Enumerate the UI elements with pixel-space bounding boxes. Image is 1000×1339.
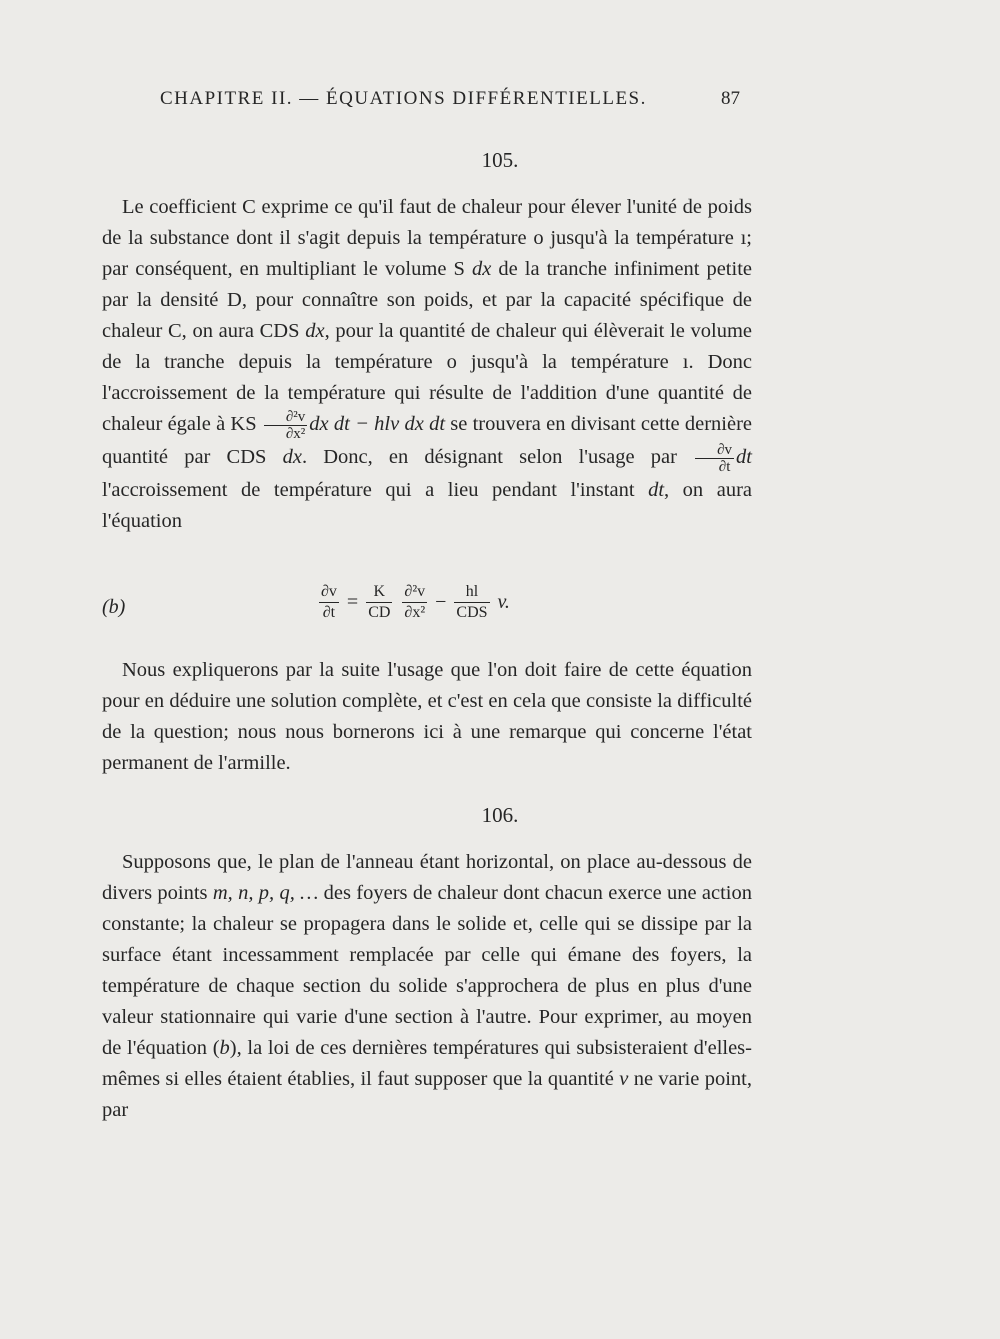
text-run: ), la loi de ces dernières températures qui subsisteraient d'elles-mêmes si elles étaient établies, il faut supposer que la quantité (102, 1037, 752, 1090)
math-dx: dx (305, 320, 325, 342)
fraction-denominator: CDS (456, 604, 488, 621)
fraction-denominator: ∂t (322, 604, 336, 621)
fraction-k-cd (366, 582, 392, 623)
text-run: l'accroissement de température qui a lieu pendant l'instant (102, 479, 649, 501)
math-points: m, n, p, q, … (212, 882, 319, 904)
text-run: ne varie point, par (102, 1068, 752, 1121)
fraction-numerator: ∂²v (402, 582, 427, 603)
paragraph-106-1 (102, 847, 752, 1126)
equation-body (317, 582, 510, 623)
math-dt: dt (648, 479, 665, 501)
fraction-dv-dt (695, 442, 734, 475)
equation-b (102, 582, 752, 632)
math-dx: dx (282, 446, 302, 469)
section-number-106: 106. (481, 803, 519, 827)
math-dt: dt (736, 446, 752, 469)
fraction-hl-cds (454, 582, 489, 623)
fraction-numerator: K (366, 582, 392, 603)
equation-label: (b) (102, 596, 126, 618)
text-run: . Donc, en désignant selon l'usage par (301, 446, 694, 469)
paragraph-text: Nous expliquerons par la suite l'usage que l'on doit faire de cette équation pour en déduire une solution complète, et c'est en cela que consiste la difficulté de la question; nous nous bornerons ici à une remarque qui concerne l'état permanent de l'armille. (102, 659, 752, 774)
math-ref: b (219, 1037, 230, 1059)
running-header (160, 88, 740, 110)
page-number: 87 (721, 88, 740, 109)
text-run: des foyers de chaleur dont chacun exerce une action constante; la chaleur se propagera dans le solide et, celle qui se dissipe par la surface étant incessamment remplacée par celle qui émane des foyers, la température de chaque section du solide s'approchera de plus en plus d'une valeur stationnaire qui varie d'une section à l'autre. Pour exprimer, au moyen de l'équation ( (102, 882, 752, 1059)
math-expression: dx dt − hlv dx dt (309, 413, 446, 436)
fraction-denominator: ∂x² (404, 604, 426, 621)
fraction-d2v-dx2 (264, 409, 307, 442)
fraction-numerator: ∂v (319, 582, 339, 603)
text-run: Le coefficient C exprime ce qu'il faut de chaleur pour élever l'unité de poids de la substance dont il s'agit depuis la température o jusqu'à la température ı; par conséquent, en multipliant le volume S (102, 196, 752, 280)
text-run: , pour la quantité de chaleur qui élèverait le volume de la tranche depuis la température o jusqu'à la température ı. Donc l'accroissement de la température qui résulte de l'addition d'une quantité de chaleur égale à KS (102, 320, 752, 436)
text-run: se trouvera en divisant cette dernière quantité par CDS (102, 413, 753, 469)
running-title: CHAPITRE II. — ÉQUATIONS DIFFÉRENTIELLES. (160, 88, 647, 109)
math-dx: dx (471, 258, 492, 280)
equals-sign: = (346, 591, 359, 613)
math-v: v (619, 1068, 629, 1090)
fraction-denominator: ∂x² (285, 426, 306, 442)
section-number-105: 105. (481, 148, 519, 172)
paragraph-105-2 (102, 655, 752, 779)
fraction-d2v-dx2 (402, 582, 427, 623)
paragraph-105-1 (102, 192, 752, 537)
fraction-numerator: ∂²v (264, 409, 307, 426)
paragraph-text (102, 847, 752, 1126)
fraction-denominator: CD (368, 604, 391, 621)
math-v: v. (497, 591, 510, 613)
text-run: de la tranche infiniment petite par la densité D, pour connaître son poids, et par la capacité spécifique de chaleur C, on aura CDS (102, 258, 752, 342)
fraction-denominator: ∂t (718, 459, 731, 475)
fraction-numerator: hl (454, 582, 489, 603)
paragraph-text (102, 192, 752, 537)
text-run: , on aura l'équation (102, 479, 752, 532)
fraction-dv-dt (319, 582, 339, 623)
text-run: Supposons que, le plan de l'anneau étant horizontal, on place au-dessous de divers points (102, 851, 752, 904)
minus-sign: − (435, 591, 447, 613)
fraction-numerator: ∂v (695, 442, 734, 459)
